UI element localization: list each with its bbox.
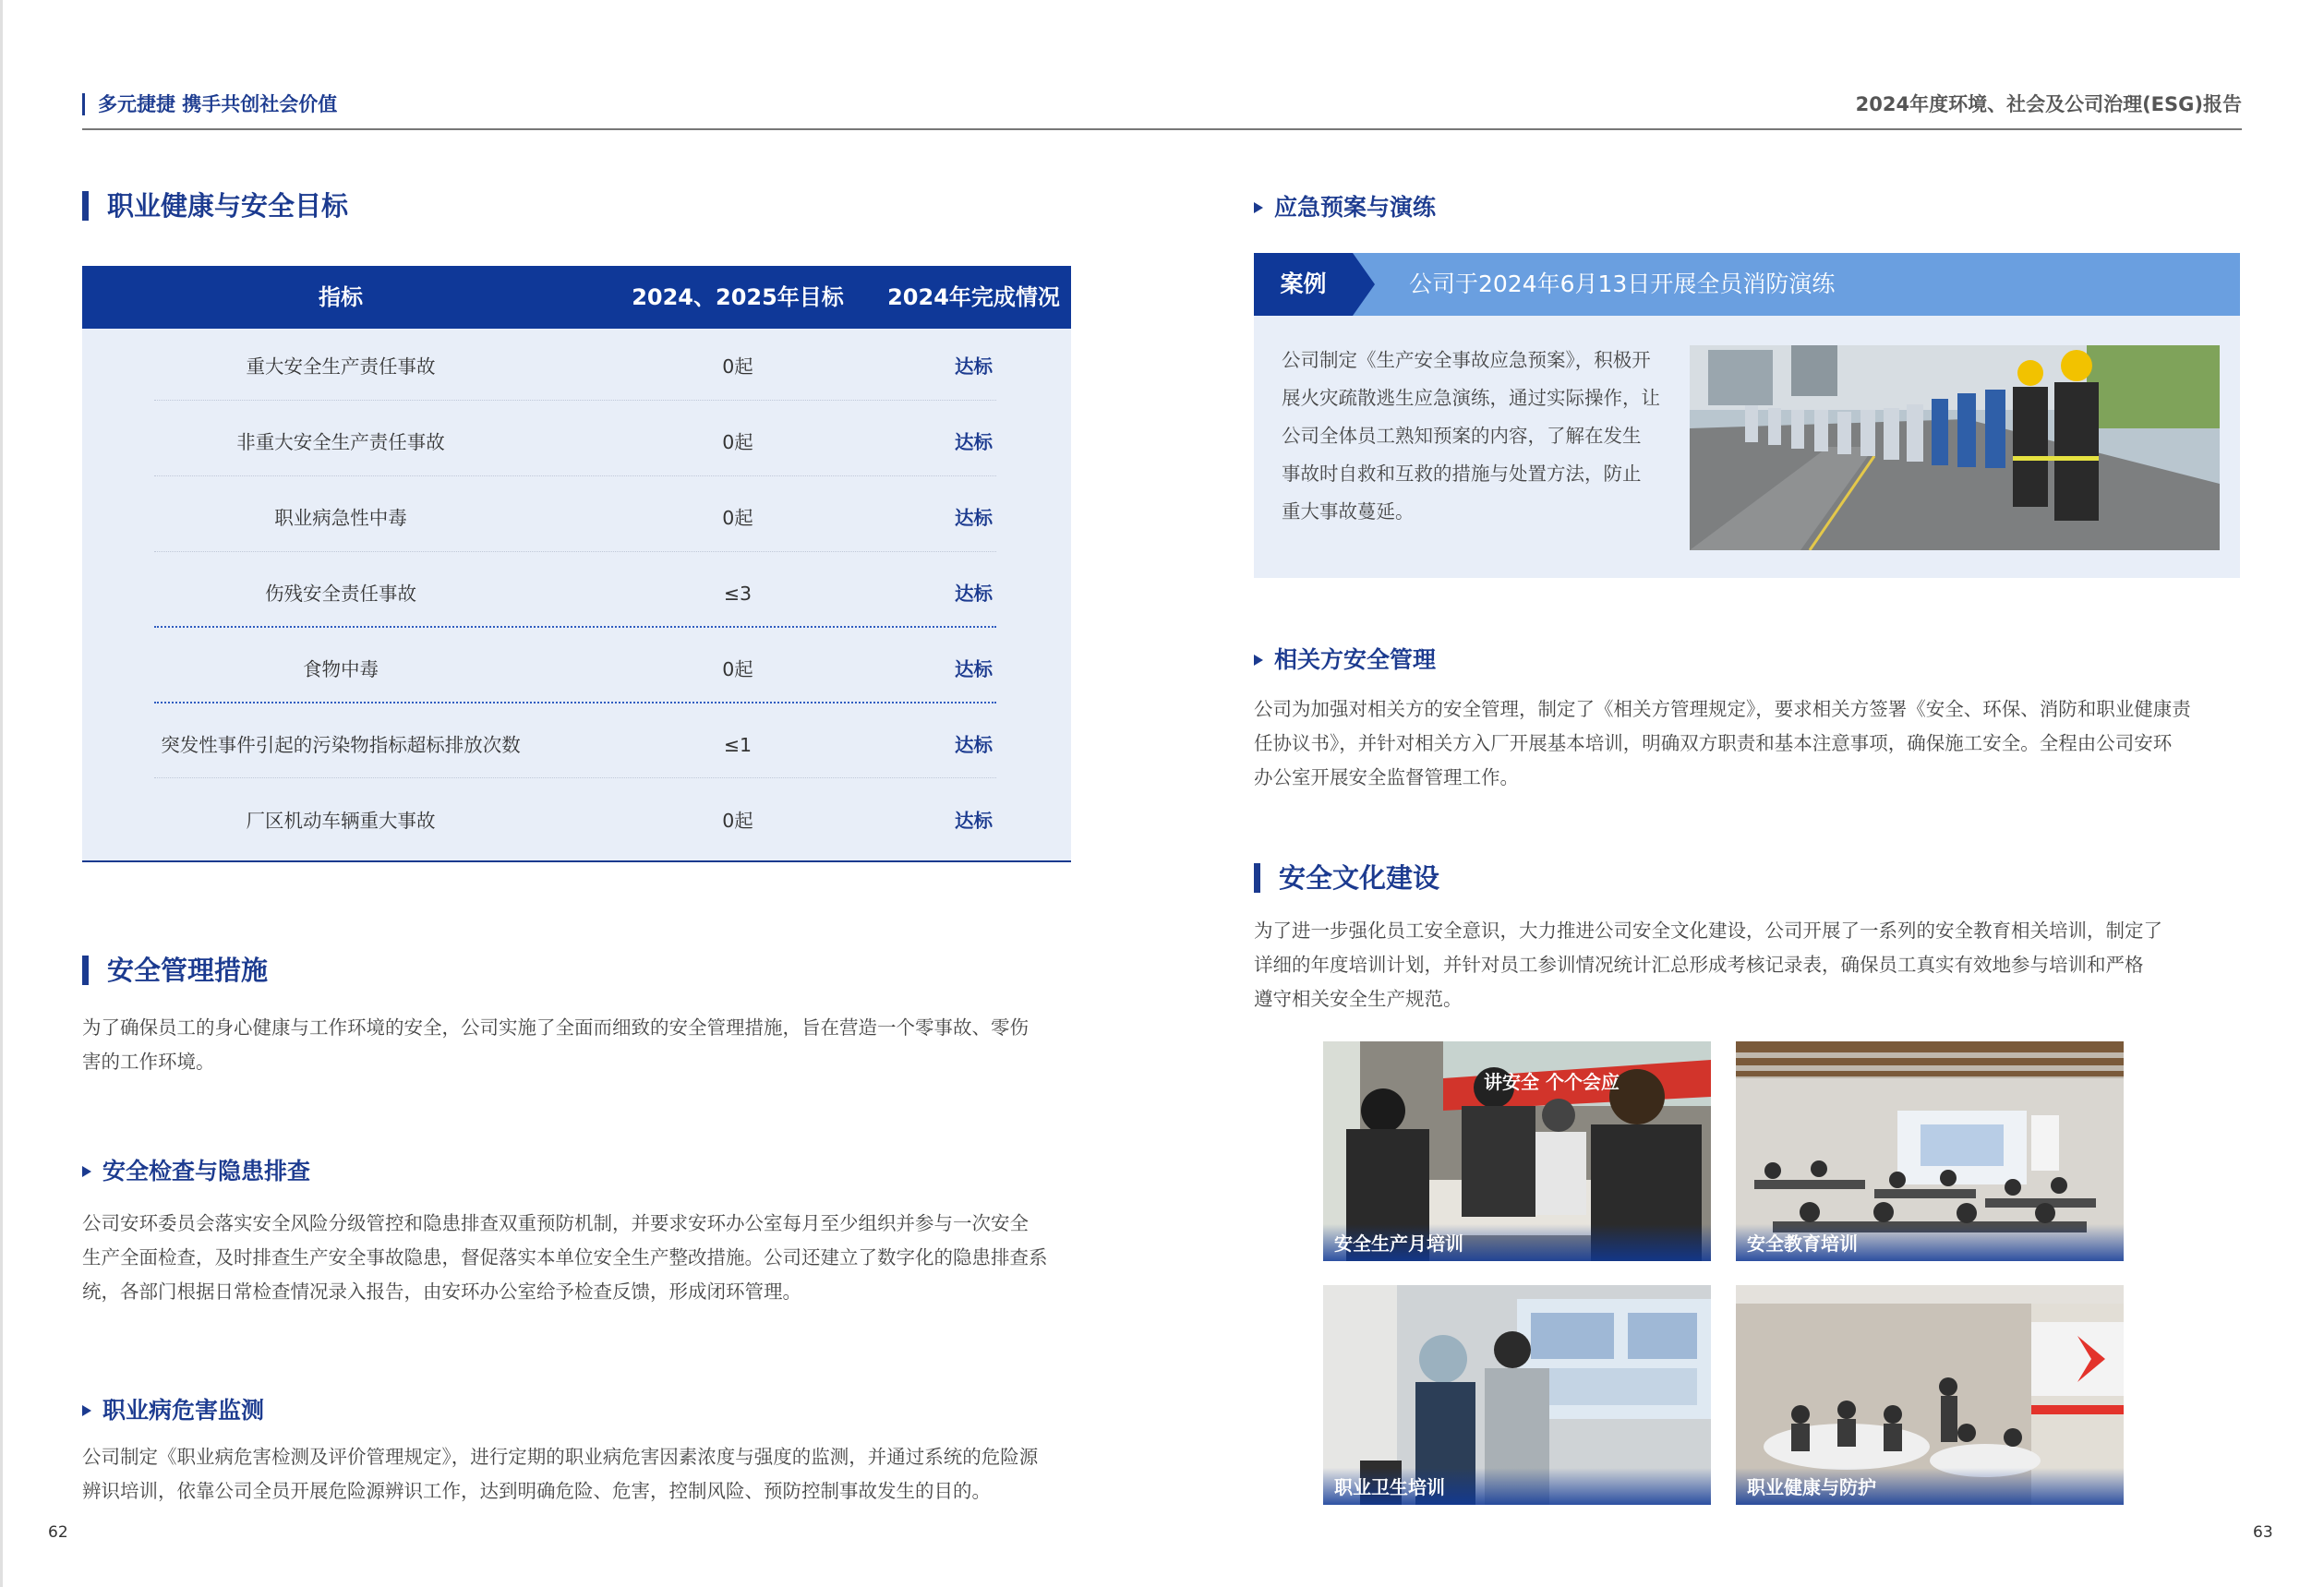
monitoring-heading: 职业病危害监测 <box>82 1397 264 1425</box>
photo-caption <box>1323 1224 1711 1261</box>
text-line: 生产全面检查，及时排查生产安全事故隐患，督促落实本单位安全生产整改措施。公司还建立了数字化的隐患排查系 <box>82 1246 1048 1268</box>
inspection-heading: 安全检查与隐患排查 <box>82 1158 310 1185</box>
monitoring-text <box>82 1440 1079 1509</box>
table-cell-status <box>876 783 1071 859</box>
status-text: 达标 <box>955 658 993 680</box>
photo-caption <box>1736 1224 2124 1261</box>
fire-drill-illustration <box>1690 345 2220 550</box>
safety-measures-text <box>82 1011 1079 1079</box>
status-text: 达标 <box>955 810 993 832</box>
photo-safety-education-training <box>1736 1041 2124 1261</box>
text-line: 公司安环委员会落实安全风险分级管控和隐患排查双重预防机制，并要求安环办公室每月至少组织并参与一次安全 <box>82 1212 1029 1234</box>
table-cell-indicator: 重大安全生产责任事故 <box>246 355 436 378</box>
photo-caption-text: 安全教育培训 <box>1747 1232 1858 1255</box>
page-number-left: 62 <box>48 1523 68 1542</box>
header-left-title: 多元捷捷 携手共创社会价值 <box>82 93 337 115</box>
status-text: 达标 <box>955 355 993 378</box>
status-text: 达标 <box>955 734 993 756</box>
photo-occupational-hygiene-training <box>1323 1285 1711 1505</box>
text-line: 事故时自救和互救的措施与处置方法，防止 <box>1282 463 1642 485</box>
row-divider <box>154 626 996 628</box>
table-cell-target: 0起 <box>722 507 753 529</box>
row-divider <box>154 400 996 401</box>
case-header <box>1254 253 2240 316</box>
table-header-indicator: 指标 <box>319 284 363 310</box>
table-cell-status <box>876 329 1071 404</box>
table-cell-status <box>876 404 1071 480</box>
table-cell-target: 0起 <box>722 658 753 680</box>
text-line: 害的工作环境。 <box>82 1051 215 1073</box>
table-cell-indicator: 厂区机动车辆重大事故 <box>246 810 436 832</box>
table-cell-target: 0起 <box>722 431 753 453</box>
case-title: 公司于2024年6月13日开展全员消防演练 <box>1409 271 1836 297</box>
table-cell-target: 0起 <box>722 355 753 378</box>
table-cell-indicator: 食物中毒 <box>303 658 379 680</box>
text-line: 公司制定《职业病危害检测及评价管理规定》，进行定期的职业病危害因素浓度与强度的监测，并通过系统的危险源 <box>82 1446 1039 1468</box>
table-row <box>82 556 1071 631</box>
photo-caption <box>1736 1468 2124 1505</box>
ohs-goals-heading: 职业健康与安全目标 <box>82 191 348 221</box>
safety-measures-heading: 安全管理措施 <box>82 956 268 985</box>
case-tag: 案例 <box>1254 253 1353 316</box>
page-edge-left <box>0 0 3 1587</box>
photo-caption-text: 安全生产月培训 <box>1334 1232 1463 1255</box>
related-party-heading: 相关方安全管理 <box>1254 646 1436 674</box>
text-line: 办公室开展安全监督管理工作。 <box>1254 766 1519 788</box>
table-row <box>82 783 1071 859</box>
table-cell-indicator: 伤残安全责任事故 <box>265 583 416 605</box>
status-text: 达标 <box>955 431 993 453</box>
case-text <box>1282 342 1688 531</box>
photo-caption-text: 职业健康与防护 <box>1747 1476 1876 1498</box>
table-cell-target: 0起 <box>722 810 753 832</box>
table-cell-indicator: 职业病急性中毒 <box>274 507 407 529</box>
photo-banner <box>1471 1064 1711 1100</box>
case-body <box>1254 316 2240 578</box>
table-cell-status <box>876 556 1071 631</box>
table-cell-status <box>876 631 1071 707</box>
banner-text: 讲安全 个个会应 <box>1484 1071 1620 1093</box>
text-line: 统，各部门根据日常检查情况录入报告，由安环办公室给予检查反馈，形成闭环管理。 <box>82 1280 801 1303</box>
text-line: 详细的年度培训计划，并针对员工参训情况统计汇总形成考核记录表，确保员工真实有效地参与培训和严格 <box>1254 954 2144 976</box>
table-row <box>82 631 1071 707</box>
table-row <box>82 707 1071 783</box>
row-divider <box>154 551 996 552</box>
table-header-status: 2024年完成情况 <box>887 284 1060 310</box>
table-row <box>82 329 1071 404</box>
row-divider <box>154 702 996 703</box>
safety-culture-text <box>1254 914 2251 1016</box>
text-line: 公司全体员工熟知预案的内容，了解在发生 <box>1282 425 1642 447</box>
table-cell-indicator: 突发性事件引起的污染物指标超标排放次数 <box>161 734 521 756</box>
table-row <box>82 480 1071 556</box>
table-cell-target: ≤1 <box>723 734 753 756</box>
table-cell-target: ≤3 <box>723 583 753 605</box>
safety-culture-heading: 安全文化建设 <box>1254 863 1439 893</box>
related-party-text <box>1254 692 2251 795</box>
table-cell-indicator: 非重大安全生产责任事故 <box>236 431 445 453</box>
text-line: 重大事故蔓延。 <box>1282 500 1415 523</box>
text-line: 公司制定《生产安全事故应急预案》，积极开 <box>1282 349 1651 371</box>
photo-safety-month-training <box>1323 1041 1711 1261</box>
table-cell-status <box>876 707 1071 783</box>
status-text: 达标 <box>955 507 993 529</box>
inspection-text <box>82 1207 1079 1309</box>
row-divider <box>154 475 996 476</box>
photo-caption <box>1323 1468 1711 1505</box>
text-line: 公司为加强对相关方的安全管理，制定了《相关方管理规定》，要求相关方签署《安全、环保、消防和职业健康责 <box>1254 698 2191 720</box>
text-line: 任协议书》，并针对相关方入厂开展基本培训，明确双方职责和基本注意事项，确保施工安全。全程由公司安环 <box>1254 732 2173 754</box>
photo-caption-text: 职业卫生培训 <box>1334 1476 1445 1498</box>
table-header-target: 2024、2025年目标 <box>632 284 844 310</box>
header-right-title: 2024年度环境、社会及公司治理(ESG)报告 <box>1855 93 2242 115</box>
text-line: 展火灾疏散逃生应急演练，通过实际操作，让 <box>1282 387 1660 409</box>
text-line: 辨识培训，依靠公司全员开展危险源辨识工作，达到明确危险、危害，控制风险、预防控制事故发生的目的。 <box>82 1480 991 1502</box>
text-line: 为了进一步强化员工安全意识，大力推进公司安全文化建设，公司开展了一系列的安全教育相关培训，制定了 <box>1254 920 2162 942</box>
text-line: 遵守相关安全生产规范。 <box>1254 988 1463 1010</box>
table-header <box>82 266 1071 329</box>
photo-occupational-health-protection <box>1736 1285 2124 1505</box>
text-line: 为了确保员工的身心健康与工作环境的安全，公司实施了全面而细致的安全管理措施，旨在营造一个零事故、零伤 <box>82 1016 1029 1039</box>
header-rule <box>82 128 2242 130</box>
table-row <box>82 404 1071 480</box>
table-cell-status <box>876 480 1071 556</box>
page-number-right: 63 <box>2253 1523 2273 1542</box>
ohs-goals-table <box>82 266 1071 862</box>
fire-drill-photo <box>1690 345 2220 550</box>
status-text: 达标 <box>955 583 993 605</box>
emergency-heading: 应急预案与演练 <box>1254 194 1436 222</box>
row-divider <box>154 777 996 778</box>
